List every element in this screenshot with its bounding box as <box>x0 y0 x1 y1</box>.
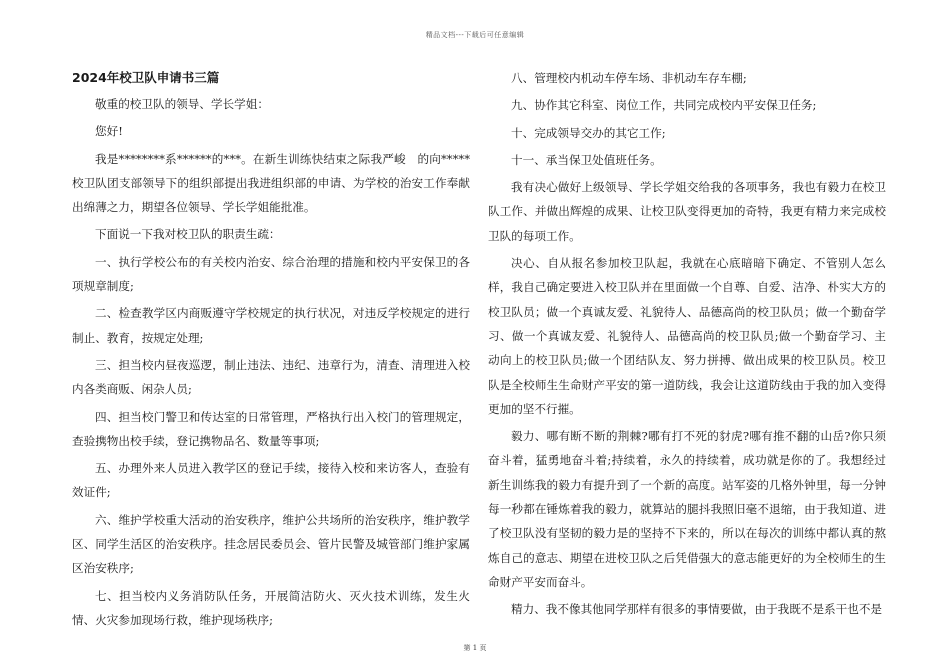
paragraph: 下面说一下我对校卫队的职责生疏： <box>95 227 281 242</box>
paragraph: 二、检查教学区内商贩遵守学校规定的执行状况，对违反学校规定的进行制止、教育，按规定处理; <box>72 306 470 345</box>
right-column <box>488 66 886 625</box>
paragraph: 八、管理校内机动车停车场、非机动车存车棚; <box>511 71 747 85</box>
paragraph: 三、担当校内昼夜巡逻，制止违法、违纪、违章行为，清查、清理进入校内各类商贩、闲杂人员; <box>72 357 470 397</box>
left-column <box>72 66 470 635</box>
page-number: 第 1 页 <box>463 644 487 652</box>
paragraph: 一、执行学校公布的有关校内治安、综合治理的措施和校内平安保卫的各项规章制度; <box>72 254 470 294</box>
paragraph: 我有决心做好上级领导、学长学姐交给我的各项事务，我也有毅力在校卫队工作、并做出辉煌的成果、让校卫队变得更加的奇特，我更有精力来完成校卫队的每项工作。 <box>488 180 886 243</box>
paragraph: 精力、我不像其他同学那样有很多的事情要做，由于我既不是系干也不是 <box>511 602 883 617</box>
paragraph: 您好! <box>95 124 123 139</box>
document-title: 2024年校卫队申请书三篇 <box>72 70 220 85</box>
paragraph: 毅力、哪有断不断的荆棘?哪有打不死的豺虎?哪有推不翻的山岳?你只须奋斗着，猛勇地奋斗着;持续着，永久的持续着，成功就是你的了。我想经过新生训练我的毅力有提升到了一个新的高度。站军姿的几格外钟里，每一分钟每一秒都在锤炼着我的毅力，就算站的腿抖我照旧毫不退缩，由于我知道、进了校卫队没有坚韧的毅力是的坚持不下来的，所以在每次的训练中都认真的熬炼自己的意志、期望在进校卫队之后凭借强大的意志能更好的为全校师生的生命财产平安而奋斗。 <box>488 429 886 589</box>
paragraph: 四、担当校门警卫和传达室的日常管理，严格执行出入校门的管理规定，查验携物出校手续，登记携物品名、数量等事项; <box>72 409 470 448</box>
paragraph: 五、办理外来人员进入教学区的登记手续，接待入校和来访客人，查验有效证件; <box>72 461 470 500</box>
paragraph: 九、协作其它科室、岗位工作，共同完成校内平安保卫任务; <box>511 98 817 113</box>
paragraph: 决心、自从报名参加校卫队起，我就在心底暗暗下确定、不管别人怎么样，我自己确定要进入校卫队并在里面做一个自尊、自爱、洁净、朴实大方的校卫队员；做一个真诚友爱、礼貌待人、品德高尚的校卫队员；做一个勤奋学习、做一个真诚友爱、礼貌待人、品德高尚的校卫队员;做一个勤奋学习、主动向上的校卫队员;做一个团结队友、努力拼搏、做出成果的校卫队员。校卫队是全校师生生命财产平安的第一道防线，我会让这道防线由于我的加入变得更加的坚不行摧。 <box>488 256 886 416</box>
paragraph: 七、担当校内义务消防队任务，开展简洁防火、灭火技术训练，发生火情、火灾参加现场行救，维护现场秩序; <box>72 588 470 627</box>
paragraph: 十一、承当保卫处值班任务。 <box>511 152 662 167</box>
paragraph: 十、完成领导交办的其它工作; <box>511 125 666 140</box>
paragraph: 我是********系******的***。在新生训练快结束之际我严峻 的向*****校卫队团支部领导下的组织部提出我进组织部的申请、为学校的治安工作奉献出绵薄之力，期望各位领导、学长学姐能批准。 <box>72 151 470 215</box>
paragraph: 敬重的校卫队的领导、学长学姐： <box>95 97 269 111</box>
paragraph: 六、维护学校重大活动的治安秩序，维护公共场所的治安秩序，维护教学区、同学生活区的治安秩序。挂念居民委员会、管片民警及城管部门维护家属区治安秩序; <box>72 512 470 576</box>
page-header: 精品文档---下载后可任意编辑 <box>425 31 525 39</box>
